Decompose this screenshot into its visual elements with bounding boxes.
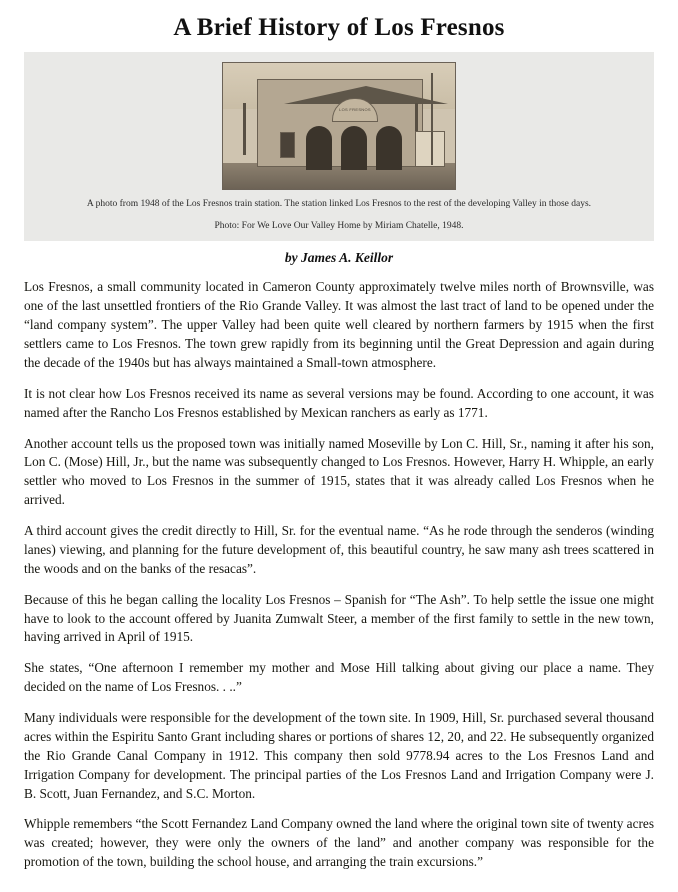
paragraph: Because of this he began calling the locality Los Fresnos – Spanish for “The Ash”. To help settle the issue one might have to look to the account offered by Juanita Zumwalt Steer, a member of the first family to settle in the new town, having arrived in April of 1915. <box>24 591 654 645</box>
photo-arch <box>306 126 332 170</box>
page-title: A Brief History of Los Fresnos <box>173 14 505 41</box>
photo-station-sign: LOS FRESNOS <box>339 107 371 112</box>
figure-caption-line-2: Photo: For We Love Our Valley Home by Miriam Chatelle, 1948. <box>214 220 464 231</box>
photo-depot-building <box>257 79 423 167</box>
paragraph: Many individuals were responsible for the development of the town site. In 1909, Hill, Sr. purchased several thousand acres within the Espiritu Santo Grant including shares or portions of shares 12, 20, and 22. He subsequently organized the Rio Grande Canal Company in 1912. This company then sold 9778.94 acres to the Los Fresnos Land and Irrigation Company for development. The principal parties of the Los Fresnos Land and Irrigation Company were J. B. Scott, Juan Fernandez, and S.C. Morton. <box>24 710 654 801</box>
photo-post <box>243 103 246 155</box>
photo-utility-pole <box>431 73 433 165</box>
paragraph: A third account gives the credit directly to Hill, Sr. for the eventual name. “As he rode through the senderos (winding lanes) viewing, and planning for the future development of, this beautiful country, he saw many ash trees scattered in the woods and on the banks of the resacas”. <box>24 523 654 576</box>
paragraph: She states, “One afternoon I remember my mother and Mose Hill talking about giving our place a name. They decided on the name of Los Fresnos. . ..” <box>24 660 654 695</box>
photo-signboard <box>415 131 445 167</box>
photo-arch <box>341 126 367 170</box>
article-body <box>24 278 654 872</box>
figure-caption-line-1: A photo from 1948 of the Los Fresnos train station. The station linked Los Fresnos to the rest of the developing Valley in those days. <box>86 199 592 209</box>
photo-arch <box>376 126 402 170</box>
paragraph: Another account tells us the proposed town was initially named Moseville by Lon C. Hill, Sr., naming it after his son, Lon C. (Mose) Hill, Jr., but the name was subsequently changed to Los Fresnos. However, Harry H. Whipple, an early settler who moved to Los Fresnos in the summer of 1915, states that it was already called Los Fresnos when he arrived. <box>24 435 654 508</box>
paragraph: Whipple remembers “the Scott Fernandez Land Company owned the land where the original town site of twenty acres was created; however, they were only the owners of the land” and another company was responsible for the promotion of the town, building the school house, and arranging the train excursions.” <box>24 816 654 870</box>
photo-window <box>280 132 295 158</box>
train-depot-photo <box>222 62 456 190</box>
author-byline: by James A. Keillor <box>284 250 394 266</box>
paragraph: It is not clear how Los Fresnos received its name as several versions may be found. According to one account, it was named after the Rancho Los Fresnos established by Mexican ranchers as early as 1771. <box>24 385 654 420</box>
figure-block <box>24 52 654 241</box>
paragraph: Los Fresnos, a small community located in Cameron County approximately twelve miles north of Brownsville, was one of the last unsettled frontiers of the Rio Grande Valley. It was almost the last tract of land to be opened under the “land company system”. The upper Valley had been quite well cleared by northern farmers by 1915 when the first settlers came to Los Fresnos. The town grew rapidly from its beginning until the Great Depression and again during the decade of the 1940s but has always maintained a Small-town atmosphere. <box>24 279 654 370</box>
photo-wrap <box>34 62 644 190</box>
